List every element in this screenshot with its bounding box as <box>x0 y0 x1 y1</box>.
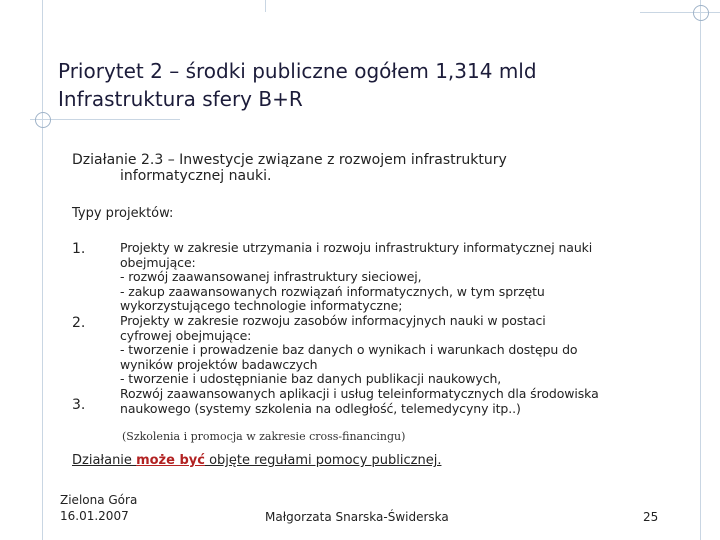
state-aid-post: objęte regułami pomocy publicznej. <box>204 453 442 468</box>
body-line: - tworzenie i udostępnianie baz danych publikacji naukowych, <box>120 371 502 387</box>
body-line: - zakup zaawansowanych rozwiązań informatycznych, w tym sprzętu <box>120 283 545 299</box>
footer-place: Zielona Góra <box>60 493 138 507</box>
frame-line-under-title <box>30 119 180 120</box>
title-line-1: Priorytet 2 – środki publiczne ogółem 1,314 mld <box>58 59 537 83</box>
page-number: 25 <box>643 510 659 524</box>
list-number-1: 1. <box>72 241 86 257</box>
action-line-1: Działanie 2.3 – Inwestycje związane z rozwojem infrastruktury <box>72 152 507 168</box>
frame-line-right <box>700 0 701 540</box>
body-line: Projekty w zakresie utrzymania i rozwoju infrastruktury informatycznej nauki <box>120 240 593 255</box>
body-line: - tworzenie i prowadzenie baz danych o wynikach i warunkach dostępu do <box>120 342 578 358</box>
footer-author: Małgorzata Snarska-Świderska <box>265 510 449 524</box>
body-line: Projekty w zakresie rozwoju zasobów informacyjnych nauki w postaci <box>120 312 546 328</box>
state-aid-statement <box>72 453 441 468</box>
action-line-2: informatycznej nauki. <box>120 168 272 184</box>
frame-line-top-mid <box>265 0 266 12</box>
frame-line-left <box>42 0 43 540</box>
list-number-2: 2. <box>72 315 86 331</box>
body-line: - rozwój zaawansowanej infrastruktury sieciowej, <box>120 269 422 285</box>
slide-title <box>58 57 698 113</box>
body-line: wykorzystującego technologie informatyczne; <box>120 298 403 314</box>
body-line: wyników projektów badawczych <box>120 356 318 372</box>
state-aid-pre: Działanie <box>72 453 137 468</box>
action-heading <box>72 152 672 184</box>
body-line: obejmujące: <box>120 254 196 270</box>
frame-circle-left <box>35 112 51 128</box>
footer-date: 16.01.2007 <box>60 509 129 523</box>
title-line-2: Infrastruktura sfery B+R <box>58 87 303 111</box>
footer-place-date <box>60 492 137 524</box>
training-note: (Szkolenia i promocja w zakresie cross-financingu) <box>122 430 406 443</box>
project-types-text <box>120 241 680 416</box>
types-label: Typy projektów: <box>72 206 174 221</box>
body-line: Rozwój zaawansowanych aplikacji i usług teleinformatycznych dla środowiska <box>120 385 599 401</box>
list-number-3: 3. <box>72 397 86 413</box>
state-aid-emphasis: może być <box>136 453 205 468</box>
body-line: cyfrowej obejmujące: <box>120 327 252 343</box>
body-line: naukowego (systemy szkolenia na odległość, telemedycyny itp..) <box>120 400 521 416</box>
frame-circle-right <box>693 5 709 21</box>
